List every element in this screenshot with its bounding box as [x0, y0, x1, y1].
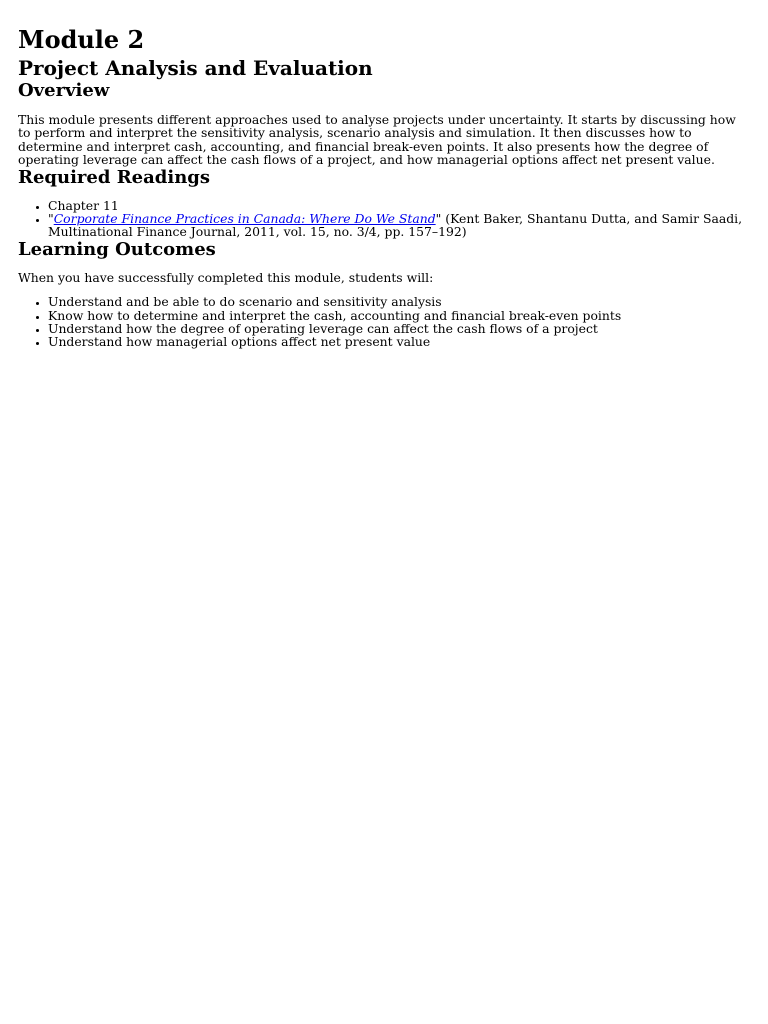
outcome-item: • Understand and be able to do scenario and sensitivity analysis	[48, 295, 750, 308]
module-subtitle: Project Analysis and Evaluation	[18, 56, 373, 80]
reading-item-chapter-text: Chapter 11	[48, 197, 119, 213]
reading-article-link[interactable]: Corporate Finance Practices in Canada: Where Do We Stand	[53, 211, 436, 227]
reading-article-citation: (Kent Baker, Shantanu Dutta, and Samir Saadi, Multinational Finance Journal, 2011, vol. 15, no. 3/4, pp. 157–192)	[48, 211, 743, 240]
reading-quote-close: "	[435, 211, 442, 227]
module-title: Module 2	[18, 25, 145, 54]
learning-outcomes-intro: When you have successfully completed this module, students will:	[18, 269, 434, 285]
outcome-item: • Know how to determine and interpret the cash, accounting and financial break-even points	[48, 309, 750, 322]
overview-heading: Overview	[18, 80, 110, 101]
required-readings-list	[18, 199, 750, 239]
learning-outcomes-list	[18, 295, 750, 349]
outcome-item: • Understand how the degree of operating leverage can affect the cash flows of a project	[48, 322, 750, 335]
module-page	[0, 0, 768, 349]
outcome-item: • Understand how managerial options affect net present value	[48, 335, 750, 348]
reading-item-chapter	[48, 199, 750, 212]
reading-item-article	[48, 212, 750, 239]
required-readings-heading: Required Readings	[18, 166, 211, 188]
overview-text: This module presents different approaches used to analyse projects under uncertainty. It starts by discussing how to perform and interpret the sensitivity analysis, scenario analysis and simulation. It then discusses how to determine and interpret cash, accounting, and financial break-even points. It also presents how the degree of operating leverage can affect the cash flows of a project, and how managerial options affect net present value.	[18, 112, 736, 168]
learning-outcomes-heading: Learning Outcomes	[18, 238, 216, 260]
reading-quote-open: "	[48, 211, 54, 227]
